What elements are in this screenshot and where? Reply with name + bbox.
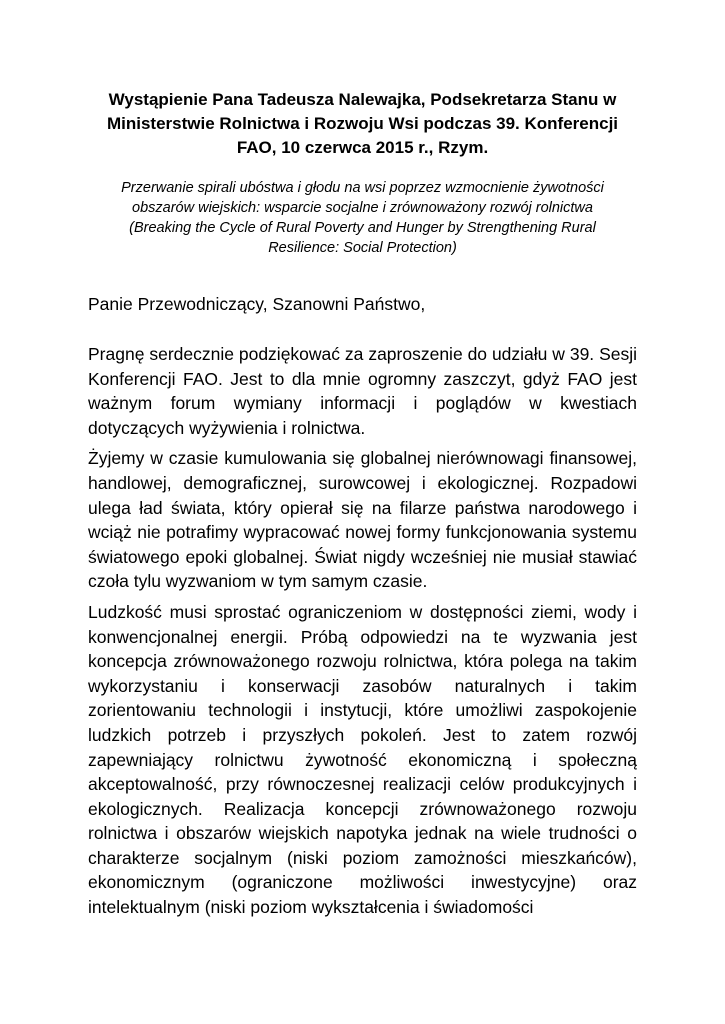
subtitle-english: (Breaking the Cycle of Rural Poverty and Hunger by Strengthening Rural Resilience: Social Protection)	[129, 220, 596, 256]
salutation: Panie Przewodniczący, Szanowni Państwo,	[88, 294, 426, 314]
document-subtitle	[100, 178, 625, 258]
subtitle-polish: Przerwanie spirali ubóstwa i głodu na wsi poprzez wzmocnienie żywotności obszarów wiejskich: wsparcie socjalne i zrównoważony rozwój rolnictwa	[121, 180, 604, 216]
paragraph: Żyjemy w czasie kumulowania się globalnej nierównowagi finansowej, handlowej, demograficznej, surowcowej i ekologicznej. Rozpadowi ulega ład świata, który opierał się na filarze państwa narodowego i wciąż nie potrafimy wypracować nowej formy funkcjonowania systemu światowego epoki globalnej. Świat nigdy wcześniej nie musiał stawiać czoła tylu wyzwaniom w tym samym czasie.	[88, 448, 637, 592]
document-title: Wystąpienie Pana Tadeusza Nalewajka, Podsekretarza Stanu w Ministerstwie Rolnictwa i Rozwoju Wsi podczas 39. Konferencji FAO, 10 czerwca 2015 r., Rzym.	[106, 90, 619, 157]
paragraph: Pragnę serdecznie podziękować za zaproszenie do udziału w 39. Sesji Konferencji FAO. Jest to dla mnie ogromny zaszczyt, gdyż FAO jest ważnym forum wymiany informacji i poglądów w kwestiach dotyczących wyżywienia i rolnictwa.	[88, 344, 637, 438]
paragraph: Ludzkość musi sprostać ograniczeniom w dostępności ziemi, wody i konwencjonalnej energii. Próbą odpowiedzi na te wyzwania jest koncepcja zrównoważonego rozwoju rolnictwa, która polega na takim wykorzystaniu i konserwacji zasobów naturalnych i takim zorientowaniu technologii i instytucji, które umożliwi zaspokojenie ludzkich potrzeb i przyszłych pokoleń. Jest to zatem rozwój zapewniający rolnictwu żywotność ekonomiczną i społeczną akceptowalność, przy równoczesnej realizacji celów produkcyjnych i ekologicznych. Realizacja koncepcji zrównoważonego rozwoju rolnictwa i obszarów wiejskich napotyka jednak na wiele trudności o charakterze socjalnym (niski poziom zamożności mieszkańców), ekonomicznym (ograniczone możliwości inwestycyjne) oraz intelektualnym (niski poziom wykształcenia i świadomości	[88, 601, 637, 918]
speech-body	[88, 342, 637, 926]
